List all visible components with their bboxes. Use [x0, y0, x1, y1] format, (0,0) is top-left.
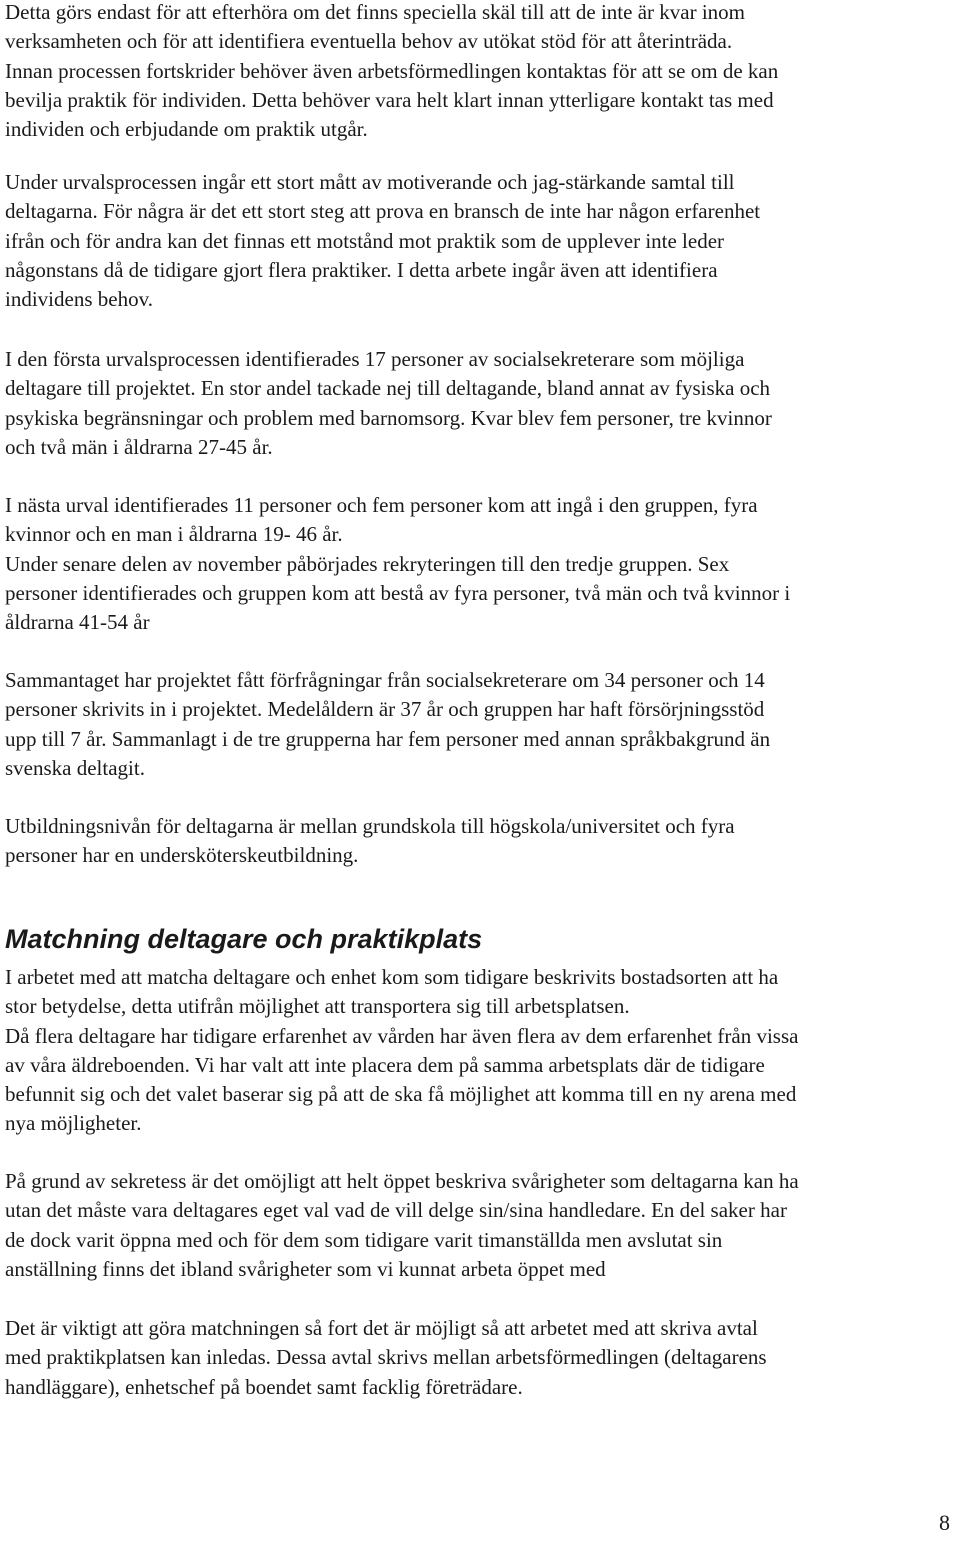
paragraph-selection-process — [5, 168, 960, 314]
text-line: och två män i åldrarna 27-45 år. — [5, 434, 273, 459]
text-line: Detta görs endast för att efterhöra om det finns speciella skäl till att de inte är kvar inom — [5, 0, 746, 24]
text-line: de dock varit öppna med och för dem som tidigare varit timanställda men avslutat sin — [5, 1227, 723, 1252]
paragraph-next-selection — [5, 491, 960, 637]
text-line: ifrån och för andra kan det finnas ett motstånd mot praktik som de upplever inte leder — [5, 228, 725, 253]
text-line: åldrarna 41-54 år — [5, 610, 150, 635]
text-line: personer identifierades och gruppen kom att bestå av fyra personer, två män och två kvinnor i — [5, 580, 791, 605]
text-line: Då flera deltagare har tidigare erfarenhet av vården har även flera av dem erfarenhet från vissa — [5, 1023, 799, 1048]
text-line: anställning finns det ibland svårigheter som vi kunnat arbeta öppet med — [5, 1256, 606, 1281]
text-line: Innan processen fortskrider behöver även arbetsförmedlingen kontaktas för att se om de kan — [5, 58, 779, 83]
page-number: 8 — [939, 1510, 950, 1535]
paragraph-agreement — [5, 1314, 960, 1402]
paragraph-education — [5, 812, 960, 871]
text-line: av våra äldreboenden. Vi har valt att inte placera dem på samma arbetsplats där de tidigare — [5, 1052, 765, 1077]
text-line: deltagarna. För några är det ett stort steg att prova en bransch de inte har någon erfarenhet — [5, 199, 761, 224]
text-line: Sammantaget har projektet fått förfrågningar från socialsekreterare om 34 personer och 14 — [5, 668, 765, 692]
text-line: handläggare), enhetschef på boendet samt facklig företrädare. — [5, 1374, 523, 1399]
text-line: psykiska begränsningar och problem med barnomsorg. Kvar blev fem personer, tre kvinnor — [5, 405, 772, 430]
text-line: svenska deltagit. — [5, 755, 145, 780]
paragraph-first-selection — [5, 345, 960, 462]
paragraph-summary — [5, 666, 960, 783]
text-line: individens behov. — [5, 287, 153, 312]
section-heading: Matchning deltagare och praktikplats — [5, 924, 483, 954]
text-line: kvinnor och en man i åldrarna 19- 46 år. — [5, 522, 343, 547]
text-line: I nästa urval identifierades 11 personer och fem personer kom att ingå i den gruppen, fyra — [5, 493, 758, 517]
text-line: Det är viktigt att göra matchningen så fort det är möjligt så att arbetet med att skriva avtal — [5, 1316, 758, 1340]
text-line: bevilja praktik för individen. Detta behöver vara helt klart innan ytterligare kontakt tas med — [5, 87, 774, 112]
text-line: med praktikplatsen kan inledas. Dessa avtal skrivs mellan arbetsförmedlingen (deltagarens — [5, 1345, 767, 1370]
text-line: upp till 7 år. Sammanlagt i de tre grupperna har fem personer med annan språkbakgrund än — [5, 726, 771, 751]
text-line: individen och erbjudande om praktik utgår. — [5, 117, 368, 142]
text-line: I den första urvalsprocessen identifierades 17 personer av socialsekreterare som möjliga — [5, 347, 745, 371]
text-line: befunnit sig och det valet baserar sig på att de ska få möjlighet att komma till en ny arena med — [5, 1082, 797, 1107]
text-line: Utbildningsnivån för deltagarna är mellan grundskola till högskola/universitet och fyra — [5, 814, 735, 838]
text-line: personer har en undersköterskeutbildning. — [5, 843, 359, 868]
text-line: I arbetet med att matcha deltagare och enhet kom som tidigare beskrivits bostadsorten att ha — [5, 965, 779, 989]
paragraph-referral-followup — [5, 0, 960, 144]
text-line: deltagare till projektet. En stor andel tackade nej till deltagande, bland annat av fysiska och — [5, 376, 771, 401]
text-line: På grund av sekretess är det omöjligt att helt öppet beskriva svårigheter som deltagarna kan ha — [5, 1169, 799, 1193]
text-line: stor betydelse, detta utifrån möjlighet att transportera sig till arbetsplatsen. — [5, 994, 630, 1019]
paragraph-matching — [5, 963, 960, 1139]
text-line: utan det måste vara deltagares eget val vad de vill delge sin/sina handledare. En del saker har — [5, 1198, 787, 1223]
text-line: Under senare delen av november påbörjades rekryteringen till den tredje gruppen. Sex — [5, 551, 730, 576]
text-line: någonstans då de tidigare gjort flera praktiker. I detta arbete ingår även att identifiera — [5, 257, 718, 282]
paragraph-confidentiality — [5, 1167, 960, 1284]
text-line: nya möjligheter. — [5, 1111, 142, 1136]
text-line: verksamheten och för att identifiera eventuella behov av utökat stöd för att återinträda. — [5, 29, 733, 54]
text-line: personer skrivits in i projektet. Medelåldern är 37 år och gruppen har haft försörjningsstöd — [5, 697, 765, 722]
text-line: Under urvalsprocessen ingår ett stort mått av motiverande och jag-stärkande samtal till — [5, 170, 735, 194]
